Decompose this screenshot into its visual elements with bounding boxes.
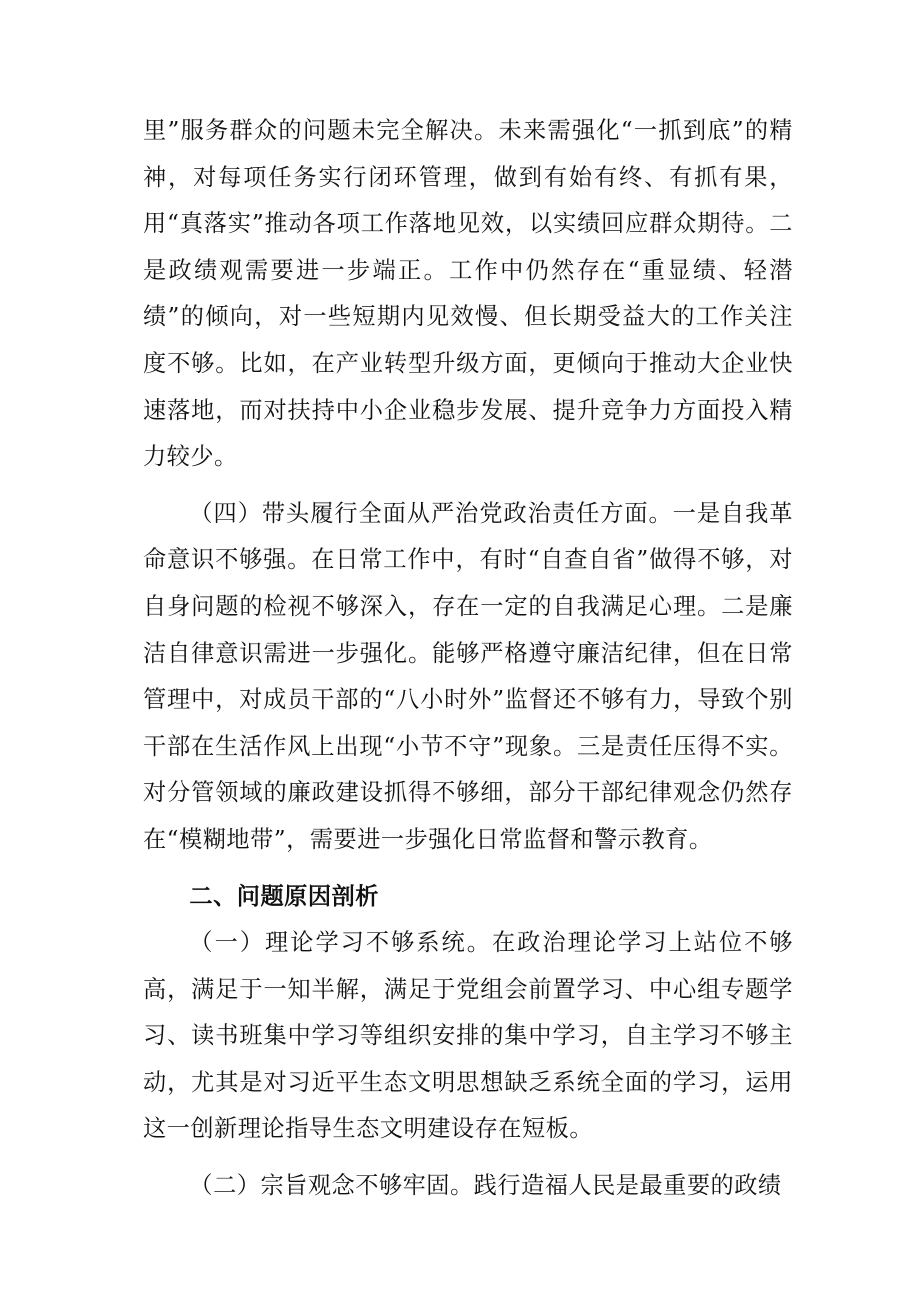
document-body bbox=[143, 108, 793, 1210]
paragraph-cause-one: （一）理论学习不够系统。在政治理论学习上站位不够高，满足于一知半解，满足于党组会前置学习、中心组专题学习、读书班集中学习等组织安排的集中学习，自主学习不够主动，尤其是对习近平生态文明思想缺乏系统全面的学习，运用这一创新理论指导生态文明建设存在短板。 bbox=[143, 929, 793, 1143]
paragraph-cause-two: （二）宗旨观念不够牢固。践行造福人民是最重要的政绩 bbox=[189, 1172, 782, 1200]
section-heading-cause-analysis: 二、问题原因剖析 bbox=[189, 882, 379, 910]
paragraph-section-four: （四）带头履行全面从严治党政治责任方面。一是自我革命意识不够强。在日常工作中，有时“自查自省”做得不够，对自身问题的检视不够深入，存在一定的自我满足心理。二是廉洁自律意识需进一步强化。能够严格遵守廉洁纪律，但在日常管理中，对成员干部的“八小时外”监督还不够有力，导致个别干部在生活作风上出现“小节不守”现象。三是责任压得不实。对分管领域的廉政建设抓得不够细，部分干部纪律观念仍然存在“模糊地带”，需要进一步强化日常监督和警示教育。 bbox=[143, 499, 793, 853]
paragraph-continuation: 里”服务群众的问题未完全解决。未来需强化“一抓到底”的精神，对每项任务实行闭环管理，做到有始有终、有抓有果，用“真落实”推动各项工作落地见效，以实绩回应群众期待。二是政绩观需要进一步端正。工作中仍然存在“重显绩、轻潜绩”的倾向，对一些短期内见效慢、但长期受益大的工作关注度不够。比如，在产业转型升级方面，更倾向于推动大企业快速落地，而对扶持中小企业稳步发展、提升竞争力方面投入精力较少。 bbox=[143, 117, 793, 471]
